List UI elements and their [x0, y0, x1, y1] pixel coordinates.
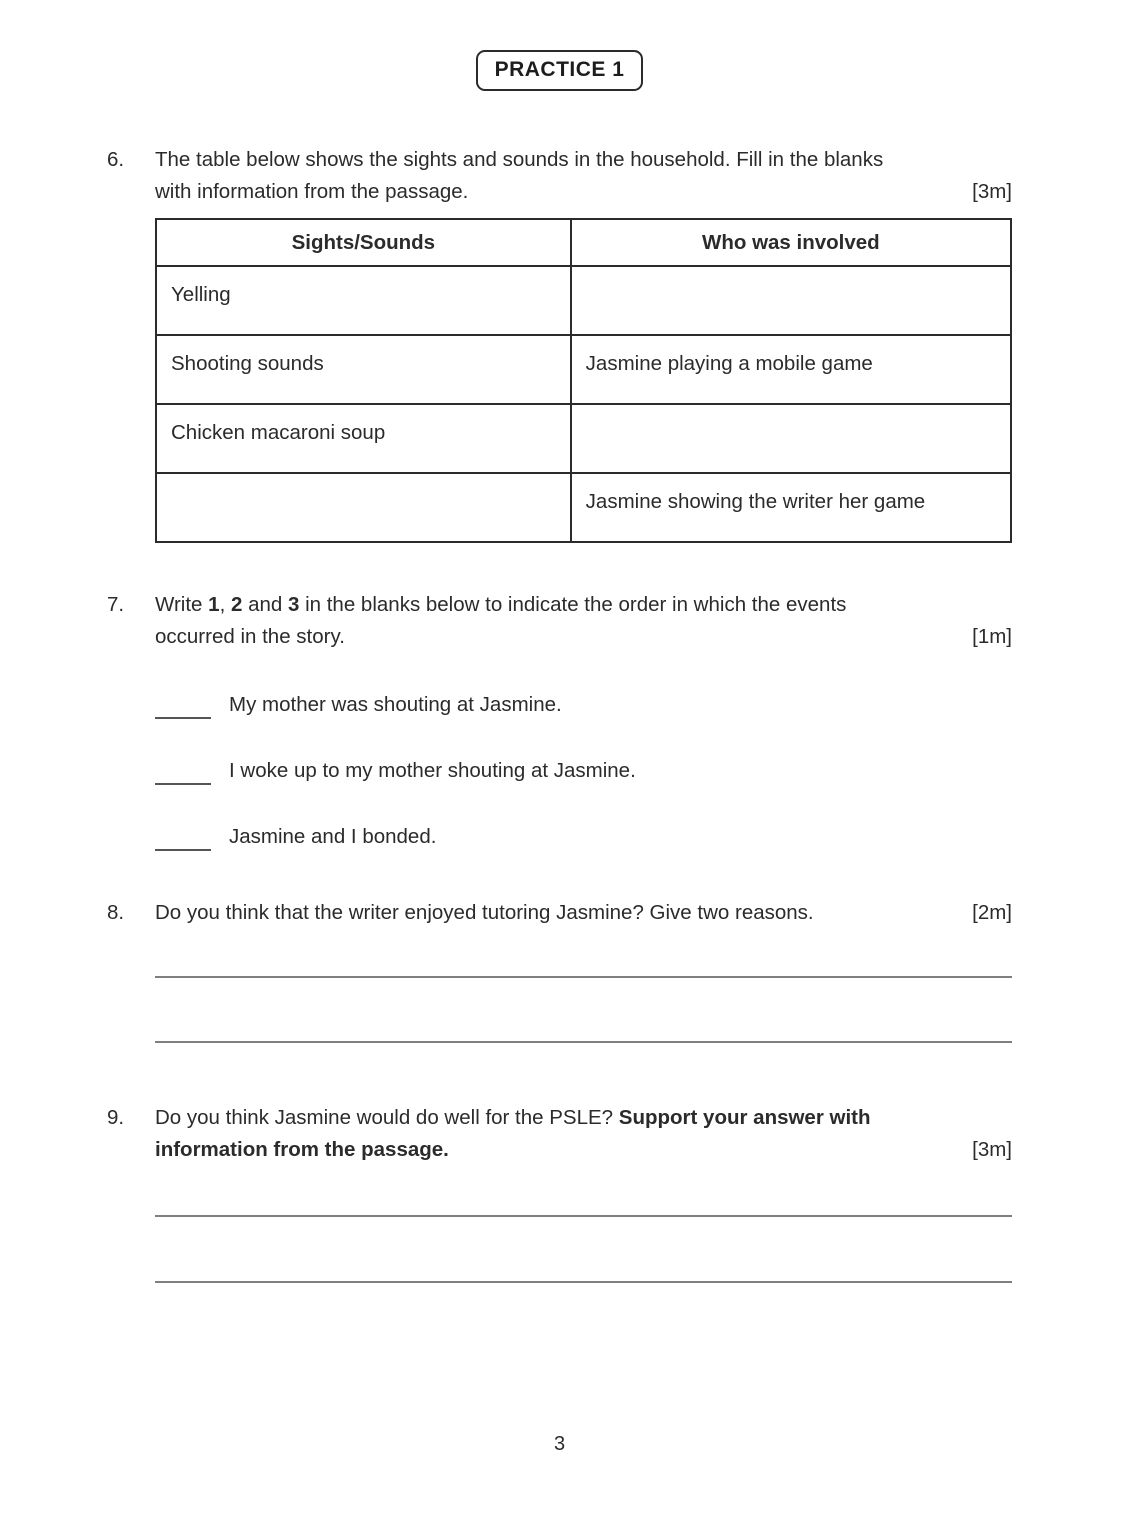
table-cell-who: Jasmine playing a mobile game [571, 335, 1011, 404]
answer-line[interactable] [155, 1166, 1012, 1217]
question-8-marks: [2m] [972, 901, 1012, 924]
answer-line[interactable] [155, 1217, 1012, 1283]
question-7-text-line2: occurred in the story. [155, 625, 345, 648]
table-cell-answer-blank[interactable] [571, 404, 1011, 473]
table-row [156, 473, 1011, 542]
table-header-who-was-involved: Who was involved [571, 219, 1011, 266]
ordering-items [155, 691, 1012, 851]
table-cell-answer-blank[interactable] [571, 266, 1011, 335]
question-8-number: 8. [107, 901, 125, 924]
table-header-row [156, 219, 1011, 266]
table-row [156, 335, 1011, 404]
text-segment-bold: 3 [287, 593, 300, 616]
question-9-text-line1 [155, 1102, 1012, 1134]
table-cell-sight: Chicken macaroni soup [156, 404, 571, 473]
table-cell-sight: Shooting sounds [156, 335, 571, 404]
text-segment: in the blanks below to indicate the order in which the events [299, 593, 847, 616]
table-row [156, 266, 1011, 335]
list-item [155, 691, 1012, 719]
answer-line[interactable] [155, 929, 1012, 978]
text-segment: and [242, 593, 288, 616]
question-6 [107, 144, 1012, 543]
question-6-text-line1: The table below shows the sights and sounds in the household. Fill in the blanks [155, 148, 884, 171]
table-row [156, 404, 1011, 473]
text-segment: Write [155, 593, 209, 616]
question-9-text-line2: information from the passage. [155, 1138, 449, 1161]
page-header [107, 0, 1012, 91]
order-item-text: My mother was shouting at Jasmine. [229, 693, 562, 716]
practice-label: PRACTICE 1 [476, 50, 644, 91]
table-cell-who: Jasmine showing the writer her game [571, 473, 1011, 542]
order-item-text: Jasmine and I bonded. [229, 825, 437, 848]
question-8 [107, 897, 1012, 929]
question-7-text-line1 [155, 589, 1012, 621]
answer-line[interactable] [155, 978, 1012, 1043]
text-segment-bold: 1 [208, 593, 220, 616]
question-7-number: 7. [107, 593, 125, 616]
sights-sounds-table [155, 218, 1012, 543]
order-blank-line[interactable] [155, 827, 211, 851]
question-6-marks: [3m] [972, 180, 1012, 203]
question-9-number: 9. [107, 1106, 125, 1129]
list-item [155, 823, 1012, 851]
list-item [155, 757, 1012, 785]
question-7-marks: [1m] [972, 625, 1012, 648]
question-6-number: 6. [107, 148, 125, 171]
order-blank-line[interactable] [155, 695, 211, 719]
question-9-marks: [3m] [972, 1138, 1012, 1161]
question-8-text: Do you think that the writer enjoyed tutoring Jasmine? Give two reasons. [155, 901, 814, 924]
question-7 [107, 589, 1012, 653]
text-segment: Do you think Jasmine would do well for the PSLE? [155, 1106, 619, 1129]
question-9-answer-area [155, 1166, 1012, 1283]
question-9 [107, 1102, 1012, 1166]
order-blank-line[interactable] [155, 761, 211, 785]
question-6-text-line2: with information from the passage. [155, 180, 469, 203]
text-segment-bold: Support your answer with [618, 1106, 871, 1129]
question-8-answer-area [155, 929, 1012, 1043]
order-item-text: I woke up to my mother shouting at Jasmine. [229, 759, 636, 782]
text-segment-bold: 2 [230, 593, 243, 616]
text-segment: , [219, 593, 231, 616]
page-number: 3 [553, 1433, 566, 1455]
table-header-sights-sounds: Sights/Sounds [156, 219, 571, 266]
table-cell-sight: Yelling [156, 266, 571, 335]
table-cell-answer-blank[interactable] [156, 473, 571, 542]
